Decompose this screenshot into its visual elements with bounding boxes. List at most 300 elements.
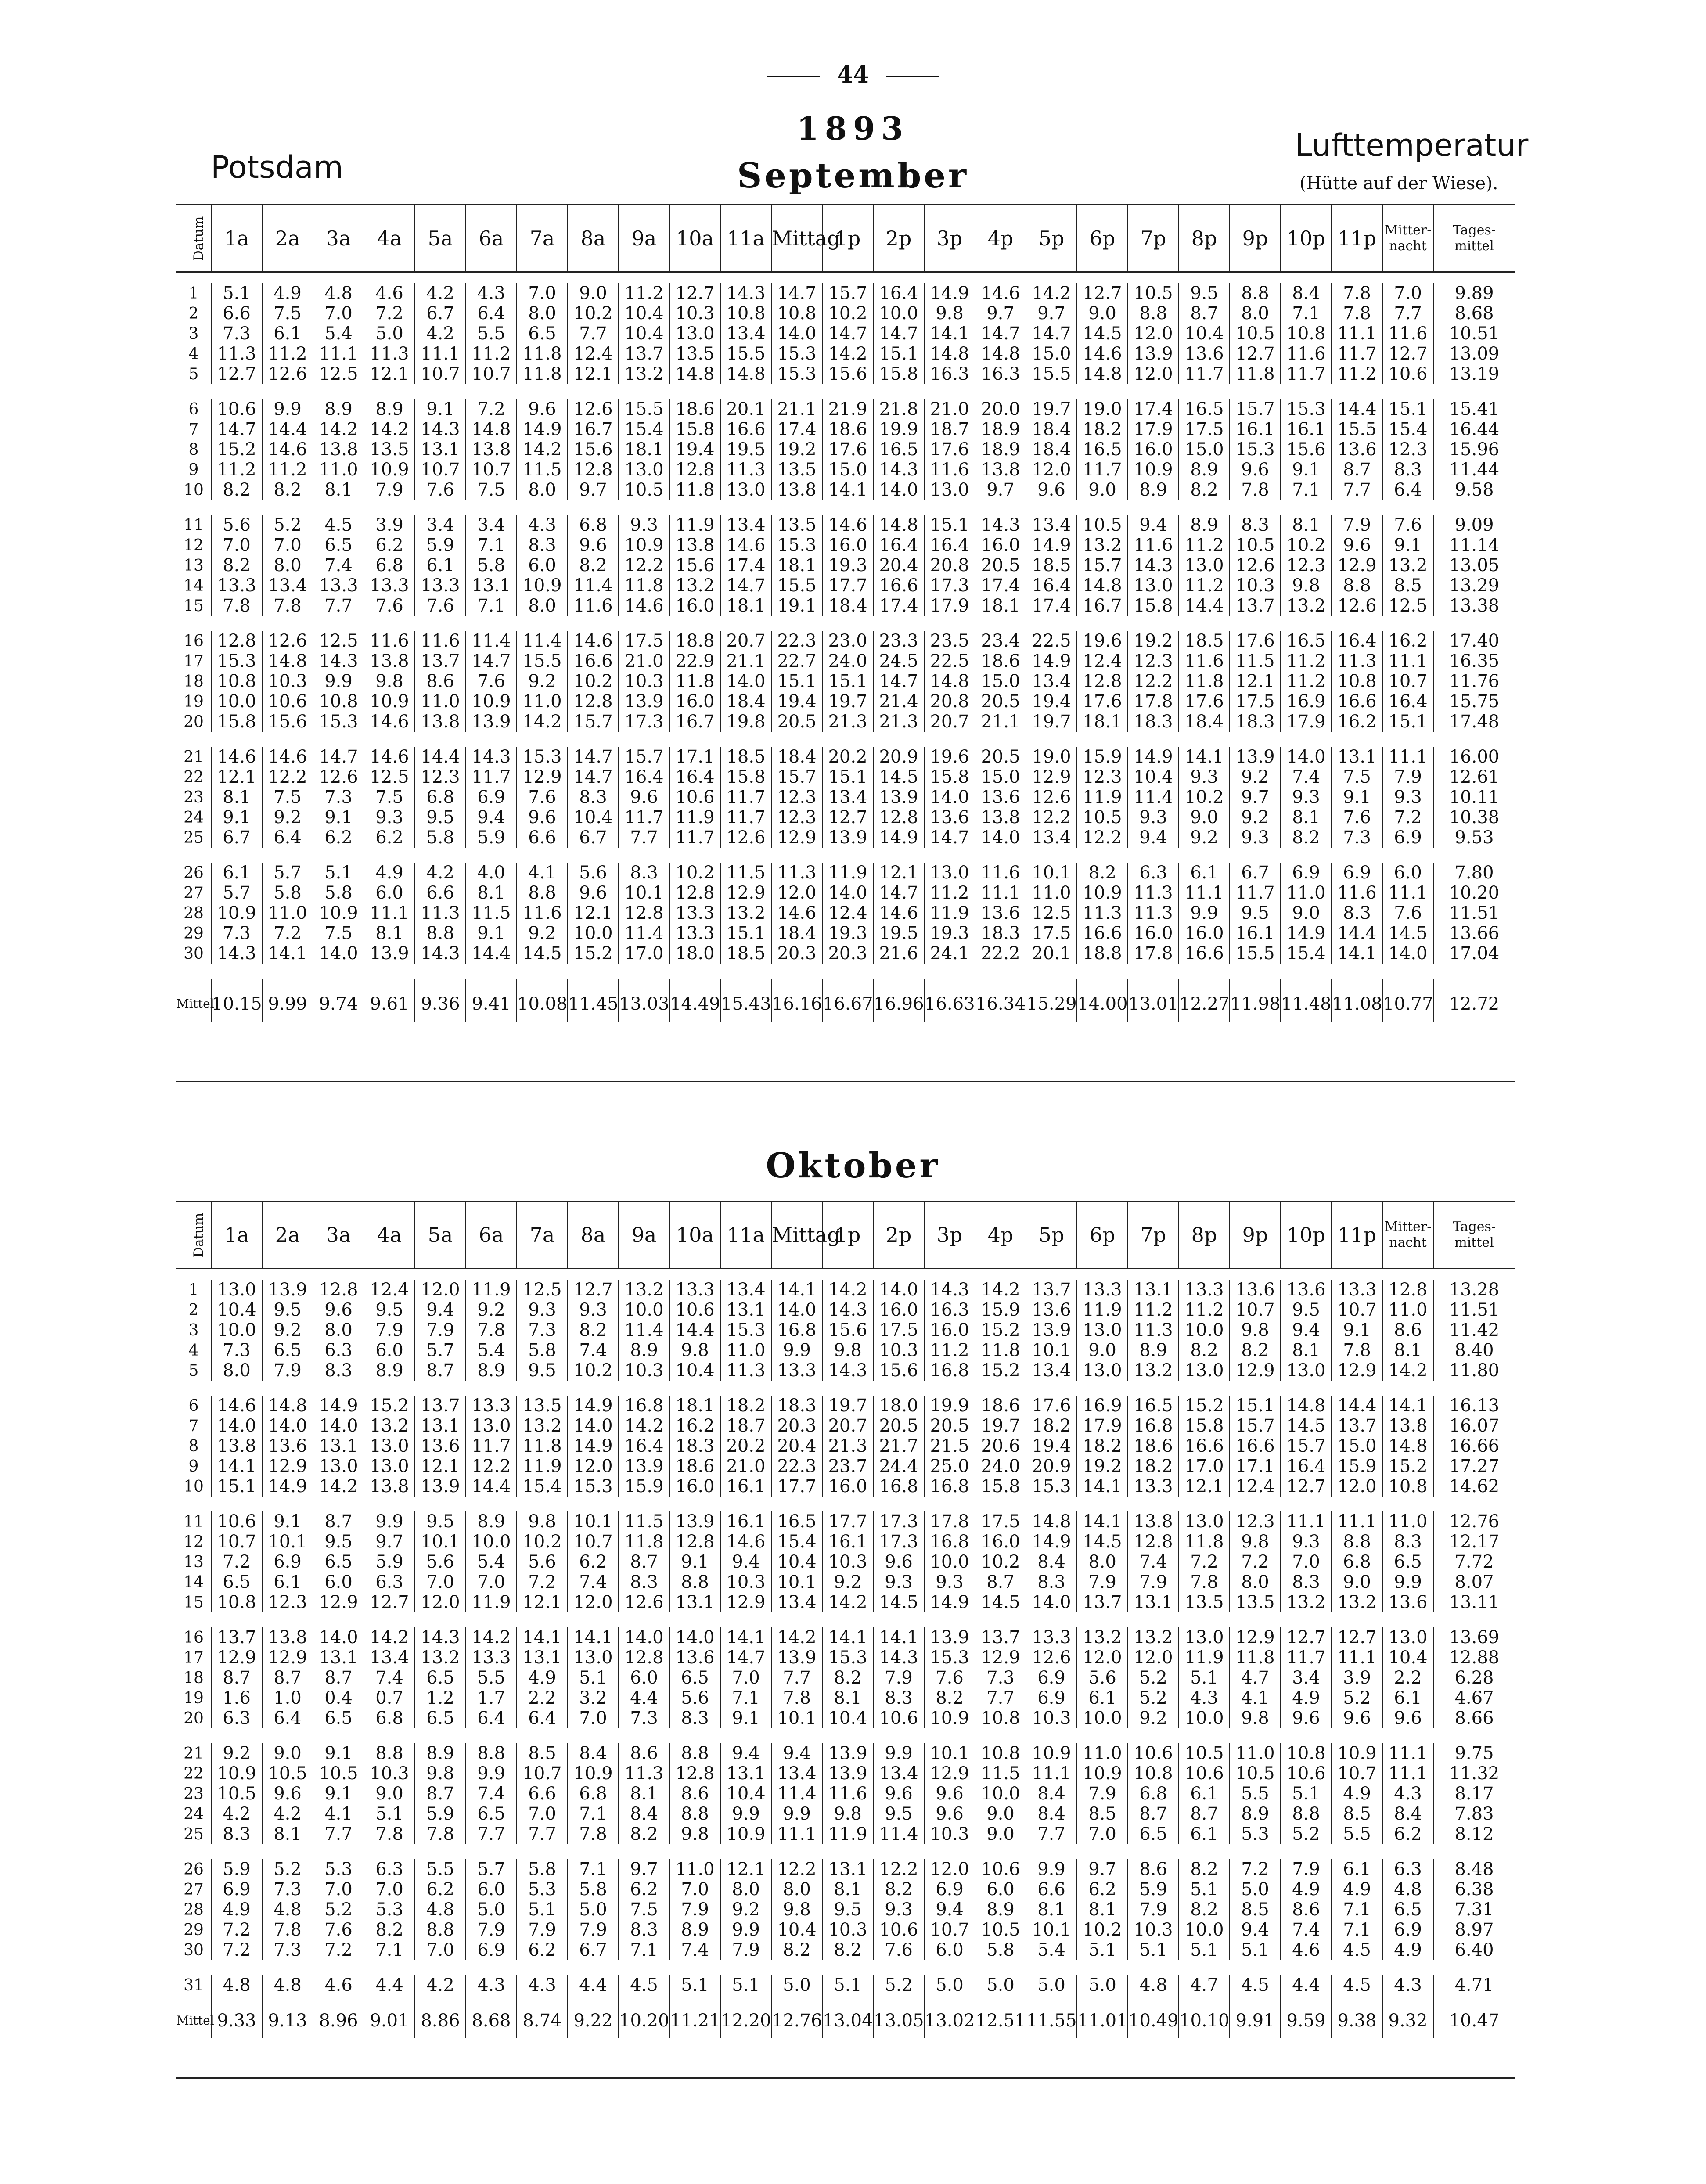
- value-cell: 10.9: [313, 903, 364, 923]
- value-cell: 19.3: [822, 923, 873, 943]
- value-cell: 7.8: [1332, 283, 1382, 303]
- value-cell: 11.2: [262, 460, 313, 480]
- value-cell: 10.4: [1128, 767, 1179, 787]
- value-cell: 13.29: [1433, 576, 1515, 596]
- value-cell: 10.6: [873, 1708, 924, 1728]
- value-cell: 20.5: [771, 712, 822, 732]
- value-cell: 13.4: [822, 787, 873, 807]
- value-cell: 7.1: [466, 535, 517, 555]
- value-cell: 4.2: [415, 324, 466, 344]
- value-cell: 5.9: [364, 1552, 415, 1572]
- value-cell: 14.9: [517, 419, 568, 439]
- value-cell: 11.4: [568, 576, 619, 596]
- column-header: Mittag: [771, 205, 822, 272]
- value-cell: 11.3: [771, 863, 822, 883]
- value-cell: 6.9: [1332, 863, 1382, 883]
- value-cell: 8.8: [517, 883, 568, 903]
- value-cell: 11.9: [669, 807, 720, 828]
- value-cell: 17.4: [1128, 399, 1179, 419]
- value-cell: 7.2: [1179, 1552, 1230, 1572]
- value-cell: 13.9: [822, 1763, 873, 1784]
- value-cell: 9.2: [1128, 1708, 1179, 1728]
- value-cell: 8.2: [1179, 1340, 1230, 1360]
- value-cell: 15.3: [1026, 1476, 1077, 1497]
- value-cell: 10.4: [771, 1920, 822, 1940]
- value-cell: 7.0: [1077, 1824, 1128, 1844]
- value-cell: 17.40: [1433, 631, 1515, 651]
- value-cell: 12.3: [1230, 1511, 1281, 1532]
- value-cell: 9.6: [1332, 535, 1382, 555]
- value-cell: 6.2: [1382, 1824, 1433, 1844]
- value-cell: 16.2: [1332, 712, 1382, 732]
- value-cell: 12.9: [720, 883, 771, 903]
- value-cell: 10.9: [211, 903, 262, 923]
- mean-cell: 10.10: [1179, 1995, 1230, 2038]
- value-cell: 11.8: [619, 1532, 669, 1552]
- value-cell: 7.9: [1382, 767, 1433, 787]
- value-cell: 12.7: [1077, 283, 1128, 303]
- value-cell: 8.5: [1332, 1804, 1382, 1824]
- value-cell: 5.2: [1281, 1824, 1332, 1844]
- column-header: 4p: [975, 1202, 1026, 1269]
- value-cell: 9.2: [822, 1572, 873, 1592]
- value-cell: 10.5: [1230, 324, 1281, 344]
- value-cell: 7.9: [873, 1668, 924, 1688]
- value-cell: 11.7: [1332, 344, 1382, 364]
- value-cell: 9.0: [1332, 1572, 1382, 1592]
- value-cell: 15.6: [822, 1320, 873, 1340]
- value-cell: 7.5: [262, 787, 313, 807]
- value-cell: 12.1: [517, 1592, 568, 1612]
- value-cell: 10.7: [924, 1920, 975, 1940]
- value-cell: 13.9: [415, 1476, 466, 1497]
- value-cell: 10.3: [669, 303, 720, 324]
- value-cell: 7.72: [1433, 1552, 1515, 1572]
- value-cell: 23.3: [873, 631, 924, 651]
- value-cell: 8.8: [415, 1920, 466, 1940]
- value-cell: 6.3: [1382, 1859, 1433, 1879]
- value-cell: 5.2: [313, 1900, 364, 1920]
- value-cell: 23.4: [975, 631, 1026, 651]
- value-cell: 13.8: [1128, 1511, 1179, 1532]
- value-cell: 8.3: [1026, 1572, 1077, 1592]
- value-cell: 7.0: [1281, 1552, 1332, 1572]
- value-cell: 13.9: [466, 712, 517, 732]
- value-cell: 18.5: [720, 943, 771, 964]
- value-cell: 12.3: [262, 1592, 313, 1612]
- value-cell: 13.4: [1026, 828, 1077, 848]
- value-cell: 13.5: [771, 515, 822, 535]
- value-cell: 18.8: [1077, 943, 1128, 964]
- value-cell: 16.7: [1077, 596, 1128, 616]
- value-cell: 7.6: [924, 1668, 975, 1688]
- value-cell: 14.1: [1077, 1476, 1128, 1497]
- value-cell: 8.1: [364, 923, 415, 943]
- value-cell: 9.6: [924, 1784, 975, 1804]
- value-cell: 15.0: [822, 460, 873, 480]
- mean-cell: 10.20: [619, 1995, 669, 2038]
- value-cell: 14.2: [313, 419, 364, 439]
- value-cell: 7.6: [517, 787, 568, 807]
- value-cell: 12.0: [1128, 364, 1179, 384]
- value-cell: 7.4: [313, 555, 364, 576]
- value-cell: 15.3: [822, 1648, 873, 1668]
- value-cell: 16.7: [568, 419, 619, 439]
- value-cell: 14.2: [822, 344, 873, 364]
- value-cell: 16.0: [822, 535, 873, 555]
- value-cell: 5.7: [211, 883, 262, 903]
- value-cell: 12.3: [1281, 555, 1332, 576]
- value-cell: 4.71: [1433, 1975, 1515, 1995]
- table-row: [176, 691, 1515, 712]
- table-row: [176, 1879, 1515, 1900]
- value-cell: 7.0: [313, 1879, 364, 1900]
- value-cell: 19.7: [975, 1416, 1026, 1436]
- value-cell: 12.9: [1332, 1360, 1382, 1381]
- value-cell: 9.5: [313, 1532, 364, 1552]
- value-cell: 14.7: [568, 767, 619, 787]
- column-header: 11p: [1332, 205, 1382, 272]
- value-cell: 13.3: [771, 1360, 822, 1381]
- value-cell: 20.7: [924, 712, 975, 732]
- value-cell: 11.6: [1179, 651, 1230, 671]
- value-cell: 14.0: [873, 480, 924, 500]
- header-row: [176, 1202, 1515, 1269]
- table-row: [176, 480, 1515, 500]
- value-cell: 18.4: [1179, 712, 1230, 732]
- value-cell: 7.3: [211, 923, 262, 943]
- value-cell: 13.0: [1128, 576, 1179, 596]
- value-cell: 9.9: [313, 671, 364, 691]
- value-cell: 14.2: [517, 439, 568, 460]
- value-cell: 1.0: [262, 1688, 313, 1708]
- value-cell: 11.4: [517, 631, 568, 651]
- table-row: [176, 1900, 1515, 1920]
- value-cell: 10.1: [262, 1532, 313, 1552]
- value-cell: 13.8: [364, 651, 415, 671]
- value-cell: 7.2: [211, 1940, 262, 1960]
- value-cell: 14.2: [1026, 283, 1077, 303]
- value-cell: 15.7: [619, 747, 669, 767]
- value-cell: 14.3: [822, 1300, 873, 1320]
- value-cell: 8.8: [1281, 1804, 1332, 1824]
- value-cell: 13.0: [1077, 1360, 1128, 1381]
- value-cell: 7.9: [415, 1320, 466, 1340]
- day-cell: 21: [176, 1743, 211, 1763]
- value-cell: 16.4: [873, 535, 924, 555]
- value-cell: 13.0: [466, 1416, 517, 1436]
- value-cell: 11.80: [1433, 1360, 1515, 1381]
- mean-cell: 9.13: [262, 1995, 313, 2038]
- value-cell: 1.7: [466, 1688, 517, 1708]
- value-cell: 14.8: [924, 344, 975, 364]
- value-cell: 12.2: [873, 1859, 924, 1879]
- value-cell: 15.9: [1332, 1456, 1382, 1476]
- value-cell: 2.2: [1382, 1668, 1433, 1688]
- value-cell: 8.8: [669, 1743, 720, 1763]
- value-cell: 13.4: [720, 1280, 771, 1300]
- value-cell: 12.0: [771, 883, 822, 903]
- value-cell: 11.2: [619, 283, 669, 303]
- value-cell: 20.7: [822, 1416, 873, 1436]
- value-cell: 12.7: [1382, 344, 1433, 364]
- value-cell: 24.0: [822, 651, 873, 671]
- value-cell: 5.0: [568, 1900, 619, 1920]
- value-cell: 15.3: [771, 364, 822, 384]
- value-cell: 4.1: [1230, 1688, 1281, 1708]
- value-cell: 24.5: [873, 651, 924, 671]
- value-cell: 14.9: [313, 1396, 364, 1416]
- value-cell: 6.3: [1128, 863, 1179, 883]
- value-cell: 20.2: [822, 747, 873, 767]
- table-row: [176, 1975, 1515, 1995]
- value-cell: 17.1: [1230, 1456, 1281, 1476]
- value-cell: 9.8: [669, 1340, 720, 1360]
- value-cell: 10.9: [364, 691, 415, 712]
- value-cell: 13.0: [1077, 1320, 1128, 1340]
- value-cell: 9.6: [1332, 1708, 1382, 1728]
- value-cell: 9.7: [1077, 1859, 1128, 1879]
- mean-cell: 11.98: [1230, 979, 1281, 1022]
- column-header: 6a: [466, 1202, 517, 1269]
- value-cell: 20.0: [975, 399, 1026, 419]
- mean-cell: 13.02: [924, 1995, 975, 2038]
- value-cell: 5.8: [975, 1940, 1026, 1960]
- value-cell: 14.1: [771, 1280, 822, 1300]
- value-cell: 13.6: [1179, 344, 1230, 364]
- value-cell: 14.3: [822, 1360, 873, 1381]
- value-cell: 18.1: [1077, 712, 1128, 732]
- value-cell: 11.14: [1433, 535, 1515, 555]
- value-cell: 10.6: [669, 787, 720, 807]
- value-cell: 16.7: [669, 712, 720, 732]
- value-cell: 17.5: [1230, 691, 1281, 712]
- value-cell: 12.8: [669, 1763, 720, 1784]
- value-cell: 7.3: [313, 787, 364, 807]
- value-cell: 18.0: [669, 943, 720, 964]
- value-cell: 11.9: [466, 1280, 517, 1300]
- value-cell: 20.4: [771, 1436, 822, 1456]
- value-cell: 8.9: [1128, 480, 1179, 500]
- value-cell: 11.1: [975, 883, 1026, 903]
- value-cell: 14.8: [873, 515, 924, 535]
- value-cell: 12.5: [517, 1280, 568, 1300]
- value-cell: 16.4: [1382, 691, 1433, 712]
- oktober-body: [176, 1269, 1515, 2078]
- value-cell: 12.4: [568, 344, 619, 364]
- value-cell: 13.19: [1433, 364, 1515, 384]
- table-row: [176, 1743, 1515, 1763]
- value-cell: 7.5: [364, 787, 415, 807]
- value-cell: 5.6: [669, 1688, 720, 1708]
- value-cell: 7.7: [1332, 480, 1382, 500]
- value-cell: 17.04: [1433, 943, 1515, 964]
- value-cell: 14.0: [313, 1627, 364, 1648]
- value-cell: 14.4: [669, 1320, 720, 1340]
- value-cell: 9.5: [1179, 283, 1230, 303]
- value-cell: 6.5: [1128, 1824, 1179, 1844]
- value-cell: 5.0: [1230, 1879, 1281, 1900]
- value-cell: 10.2: [669, 863, 720, 883]
- element-note: (Hütte auf der Wiese).: [1299, 173, 1498, 194]
- value-cell: 7.80: [1433, 863, 1515, 883]
- value-cell: 14.0: [568, 1416, 619, 1436]
- value-cell: 14.1: [211, 1456, 262, 1476]
- value-cell: 16.8: [771, 1320, 822, 1340]
- column-header: 11a: [720, 205, 771, 272]
- value-cell: 11.8: [517, 364, 568, 384]
- value-cell: 5.6: [1077, 1668, 1128, 1688]
- value-cell: 8.2: [1179, 480, 1230, 500]
- day-cell: 19: [176, 1688, 211, 1708]
- value-cell: 18.3: [975, 923, 1026, 943]
- value-cell: 14.0: [1026, 1592, 1077, 1612]
- value-cell: 19.2: [1128, 631, 1179, 651]
- value-cell: 6.6: [1026, 1879, 1077, 1900]
- value-cell: 6.8: [415, 787, 466, 807]
- value-cell: 6.2: [517, 1940, 568, 1960]
- value-cell: 10.7: [415, 460, 466, 480]
- value-cell: 8.0: [262, 555, 313, 576]
- value-cell: 18.4: [771, 923, 822, 943]
- value-cell: 12.61: [1433, 767, 1515, 787]
- value-cell: 18.5: [1179, 631, 1230, 651]
- value-cell: 9.4: [1128, 515, 1179, 535]
- value-cell: 8.2: [873, 1879, 924, 1900]
- value-cell: 11.5: [1230, 651, 1281, 671]
- value-cell: 18.5: [720, 747, 771, 767]
- value-cell: 14.3: [466, 747, 517, 767]
- value-cell: 16.3: [924, 1300, 975, 1320]
- value-cell: 13.4: [720, 324, 771, 344]
- month-title-september: September: [737, 156, 969, 196]
- value-cell: 15.3: [211, 651, 262, 671]
- value-cell: 12.7: [364, 1592, 415, 1612]
- value-cell: 12.9: [720, 1592, 771, 1612]
- value-cell: 5.0: [924, 1975, 975, 1995]
- value-cell: 20.3: [822, 943, 873, 964]
- value-cell: 12.5: [364, 767, 415, 787]
- value-cell: 14.6: [720, 1532, 771, 1552]
- value-cell: 5.1: [669, 1975, 720, 1995]
- value-cell: 8.8: [1332, 1532, 1382, 1552]
- value-cell: 12.0: [924, 1859, 975, 1879]
- value-cell: 10.0: [211, 1320, 262, 1340]
- value-cell: 11.7: [1230, 883, 1281, 903]
- day-cell: 22: [176, 767, 211, 787]
- mean-cell: 16.34: [975, 979, 1026, 1022]
- value-cell: 13.2: [1382, 555, 1433, 576]
- value-cell: 19.5: [720, 439, 771, 460]
- value-cell: 13.6: [975, 903, 1026, 923]
- value-cell: 5.6: [211, 515, 262, 535]
- value-cell: 21.1: [771, 399, 822, 419]
- value-cell: 12.9: [1026, 767, 1077, 787]
- value-cell: 6.0: [364, 883, 415, 903]
- value-cell: 13.7: [1026, 1280, 1077, 1300]
- table-row: [176, 1532, 1515, 1552]
- value-cell: 9.0: [262, 1743, 313, 1763]
- value-cell: 9.2: [517, 923, 568, 943]
- value-cell: 10.4: [1179, 324, 1230, 344]
- value-cell: 15.41: [1433, 399, 1515, 419]
- day-cell: 2: [176, 303, 211, 324]
- value-cell: 16.8: [1128, 1416, 1179, 1436]
- value-cell: 8.2: [1281, 828, 1332, 848]
- value-cell: 21.9: [822, 399, 873, 419]
- value-cell: 10.2: [822, 303, 873, 324]
- value-cell: 9.6: [873, 1552, 924, 1572]
- value-cell: 4.7: [1230, 1668, 1281, 1688]
- value-cell: 11.2: [924, 1340, 975, 1360]
- value-cell: 16.0: [975, 1532, 1026, 1552]
- value-cell: 22.3: [771, 1456, 822, 1476]
- table-row: [176, 1627, 1515, 1648]
- value-cell: 14.3: [211, 943, 262, 964]
- value-cell: 10.6: [1382, 364, 1433, 384]
- value-cell: 10.8: [975, 1708, 1026, 1728]
- value-cell: 8.2: [211, 480, 262, 500]
- day-cell: 29: [176, 923, 211, 943]
- value-cell: 14.0: [1382, 943, 1433, 964]
- value-cell: 13.7: [1077, 1592, 1128, 1612]
- value-cell: 9.4: [1128, 828, 1179, 848]
- value-cell: 10.0: [619, 1300, 669, 1320]
- value-cell: 15.6: [822, 364, 873, 384]
- value-cell: 13.1: [415, 1416, 466, 1436]
- value-cell: 16.00: [1433, 747, 1515, 767]
- value-cell: 4.3: [466, 283, 517, 303]
- value-cell: 1.2: [415, 1688, 466, 1708]
- value-cell: 15.6: [1281, 439, 1332, 460]
- value-cell: 7.9: [1128, 1900, 1179, 1920]
- value-cell: 14.6: [262, 747, 313, 767]
- value-cell: 8.8: [1128, 303, 1179, 324]
- value-cell: 12.8: [568, 691, 619, 712]
- value-cell: 9.8: [415, 1763, 466, 1784]
- value-cell: 16.6: [1179, 1436, 1230, 1456]
- value-cell: 11.44: [1433, 460, 1515, 480]
- value-cell: 10.5: [262, 1763, 313, 1784]
- value-cell: 9.9: [1382, 1572, 1433, 1592]
- value-cell: 20.7: [720, 631, 771, 651]
- value-cell: 13.5: [364, 439, 415, 460]
- value-cell: 13.1: [669, 1592, 720, 1612]
- value-cell: 9.3: [619, 515, 669, 535]
- value-cell: 22.3: [771, 631, 822, 651]
- value-cell: 10.0: [873, 303, 924, 324]
- value-cell: 9.1: [466, 923, 517, 943]
- value-cell: 9.1: [1281, 460, 1332, 480]
- value-cell: 11.0: [1382, 1300, 1433, 1320]
- value-cell: 21.5: [924, 1436, 975, 1456]
- value-cell: 21.1: [975, 712, 1026, 732]
- value-cell: 10.4: [568, 807, 619, 828]
- value-cell: 14.7: [720, 576, 771, 596]
- value-cell: 11.3: [1128, 903, 1179, 923]
- value-cell: 13.5: [771, 460, 822, 480]
- value-cell: 9.5: [262, 1300, 313, 1320]
- value-cell: 7.4: [466, 1784, 517, 1804]
- value-cell: 16.0: [669, 1476, 720, 1497]
- value-cell: 10.1: [771, 1572, 822, 1592]
- value-cell: 5.2: [262, 515, 313, 535]
- value-cell: 18.3: [669, 1436, 720, 1456]
- value-cell: 13.0: [1179, 1360, 1230, 1381]
- column-header: 1p: [822, 1202, 873, 1269]
- value-cell: 13.38: [1433, 596, 1515, 616]
- value-cell: 4.6: [1281, 1940, 1332, 1960]
